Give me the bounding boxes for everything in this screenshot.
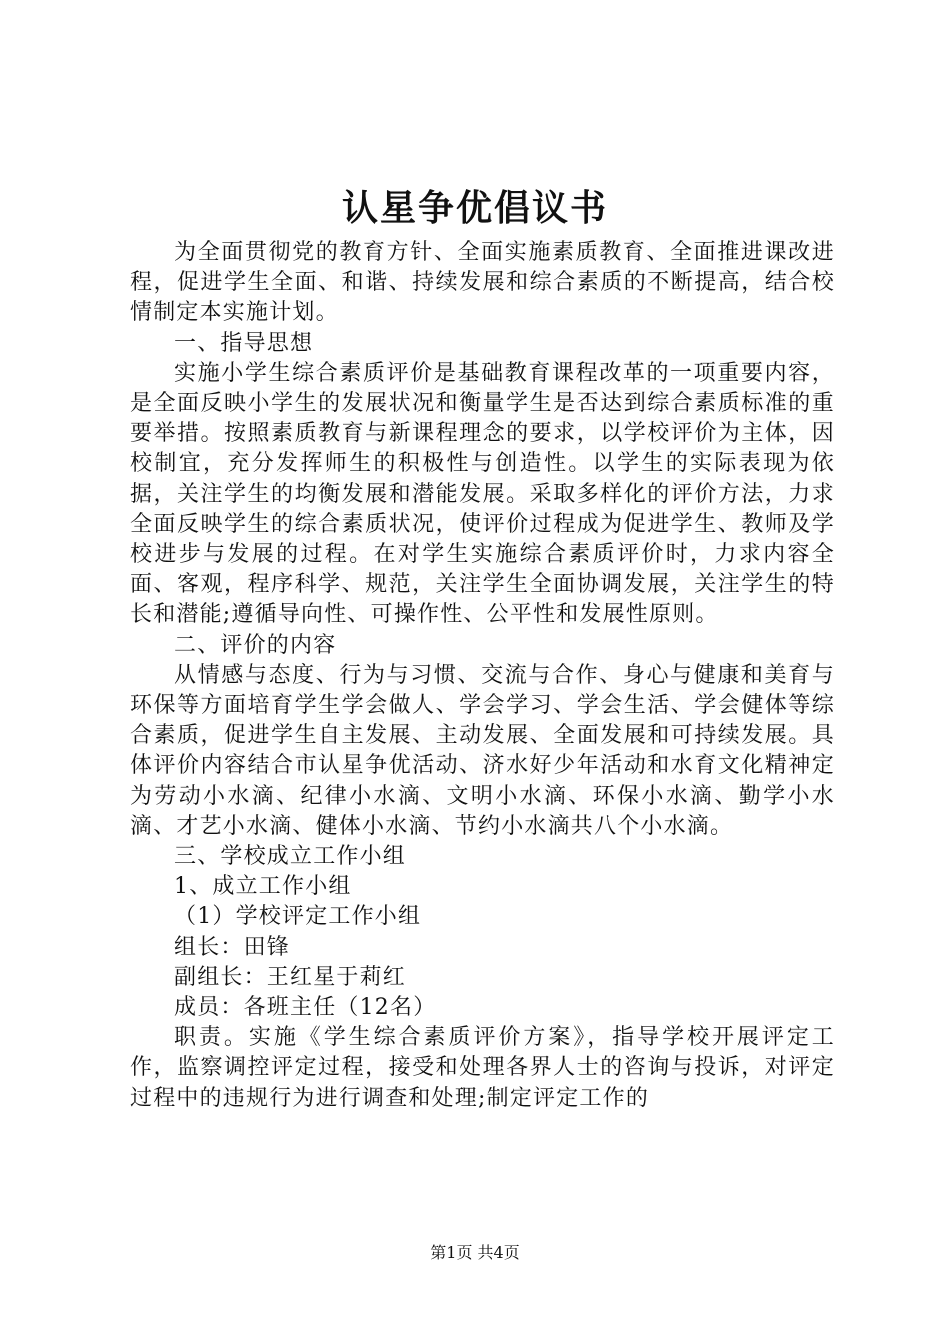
- subheading-school-group: （1）学校评定工作小组: [174, 904, 422, 930]
- guiding-thought-paragraph: 实施小学生综合素质评价是基础教育课程改革的一项重要内容，是全面反映小学生的发展状况和衡量学生是否达到综合素质标准的重要举措。按照素质教育与新课程理念的要求，以学校评价为主体，因校制宜，充分发挥师生的积极性与创造性。以学生的实际表现为依据，关注学生的均衡发展和潜能发展。采取多样化的评价方法，力求全面反映学生的综合素质状况，使评价过程成为促进学生、教师及学校进步与发展的过程。在对学生实施综合素质评价时，力求内容全面、客观，程序科学、规范，关注学生全面协调发展，关注学生的特长和潜能;遵循导向性、可操作性、公平性和发展性原则。: [130, 360, 835, 628]
- section-heading-evaluation-content: 二、评价的内容: [174, 632, 337, 658]
- group-leader-line: 组长：田锋: [174, 934, 291, 960]
- deputy-leader-line: 副组长：王红星于莉红: [174, 964, 407, 990]
- document-body: [130, 238, 835, 1114]
- section-heading-guiding-thought: 一、指导思想: [174, 330, 314, 356]
- members-line: 成员：各班主任（12名）: [174, 995, 437, 1021]
- document-title: 认星争优倡议书: [341, 187, 608, 229]
- subheading-establish-group: 1、成立工作小组: [174, 874, 352, 900]
- page-footer: 第1页 共4页: [430, 1243, 520, 1262]
- section-heading-working-group: 三、学校成立工作小组: [174, 844, 407, 870]
- duties-paragraph: 职责。实施《学生综合素质评价方案》，指导学校开展评定工作，监察调控评定过程，接受和处理各界人士的咨询与投诉，对评定过程中的违规行为进行调查和处理;制定评定工作的: [130, 1025, 835, 1111]
- evaluation-content-paragraph: 从情感与态度、行为与习惯、交流与合作、身心与健康和美育与环保等方面培育学生学会做人、学会学习、学会生活、学会健体等综合素质，促进学生自主发展、主动发展、全面发展和可持续发展。具体评价内容结合市认星争优活动、济水好少年活动和水育文化精神定为劳动小水滴、纪律小水滴、文明小水滴、环保小水滴、勤学小水滴、才艺小水滴、健体小水滴、节约小水滴共八个小水滴。: [130, 662, 835, 839]
- intro-paragraph: 为全面贯彻党的教育方针、全面实施素质教育、全面推进课改进程，促进学生全面、和谐、持续发展和综合素质的不断提高，结合校情制定本实施计划。: [130, 240, 835, 326]
